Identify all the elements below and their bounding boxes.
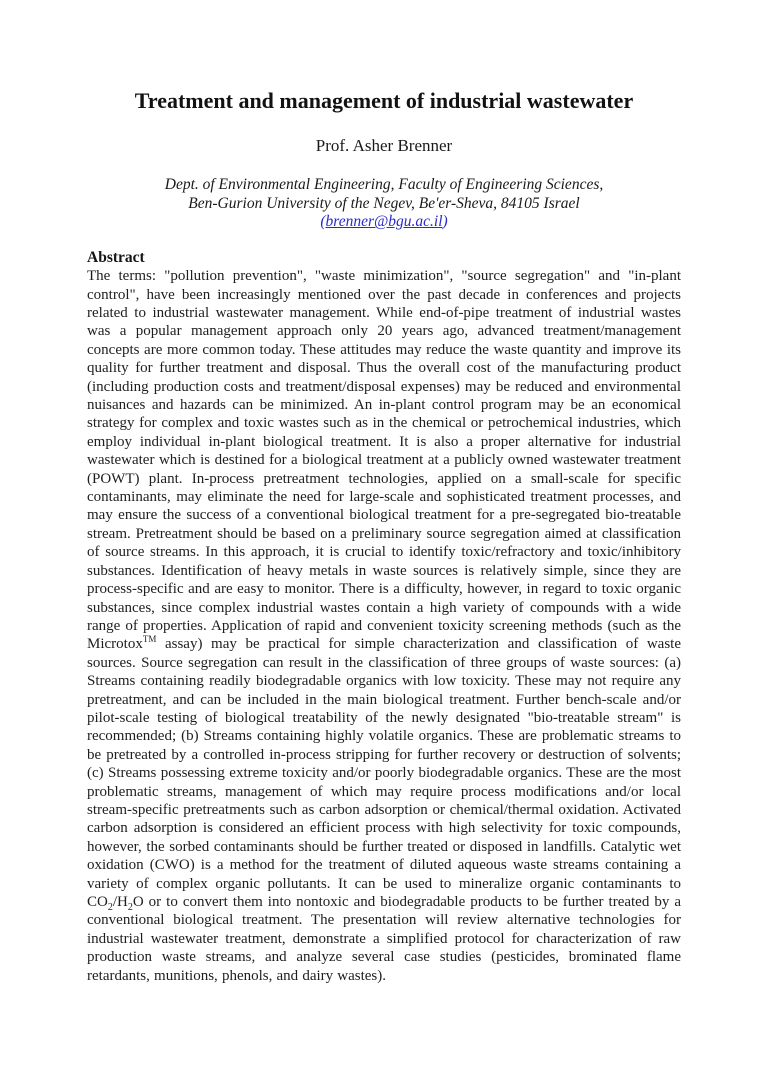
affiliation-line-1: Dept. of Environmental Engineering, Faculty of Engineering Sciences, — [164, 176, 604, 193]
author-name: Prof. Asher Brenner — [315, 136, 453, 155]
email-line — [0, 213, 768, 232]
affiliation-line-2: Ben-Gurion University of the Negev, Be'er-Sheva, 84105 Israel — [188, 194, 580, 212]
abstract-section — [87, 249, 681, 985]
affiliation-block — [0, 176, 768, 232]
abstract-body: The terms: "pollution prevention", "waste minimization", "source segregation" and "in-plant control", have been increasingly mentioned over the past decade in conferences and projects related to industrial wastewater management. While end-of-pipe treatment of industrial wastes was a popular management approach only 20 years ago, advanced treatment/management concepts are more common today. These attitudes may reduce the waste quantity and improve its quality for further treatment and disposal. Thus the overall cost of the manufacturing product (including production costs and treatment/disposal expenses) may be reduced and environmental nuisances and hazards can be minimized. An in-plant control program may be an economical strategy for complex and toxic wastes such as in the chemical or petrochemical industries, which employ individual in-plant biological treatment. It is also a proper alternative for industrial wastewater which is destined for a biological treatment at a publicly owned wastewater treatment (POWT) plant. In-process pretreatment technologies, applied on a small-scale for specific contaminants, may eliminate the need for large-scale and sophisticated treatment processes, and may ensure the success of a conventional biological treatment for a pre-segregated bio-treatable stream. Pretreatment should be based on a preliminary source segregation aimed at classification of source streams. In this approach, it is crucial to identify toxic/refractory and toxic/inhibitory substances. Identification of heavy metals in waste sources is relatively simple, since they are process-specific and are easy to monitor. There is a difficulty, however, in regard to toxic organic substances, since complex industrial wastes contain a high variety of compounds with a wide range of properties. Application of rapid and convenient toxicity screening methods (such as the Microtox™ assay) may be practical for simple characterization and classification of waste sources. Source segregation can result in the classification of three groups of waste sources: (a) Streams containing readily biodegradable organics with low toxicity. These may not require any pretreatment, and can be included in the main biological treatment. Further bench-scale and/or pilot-scale testing of biological treatability of the newly designated "bio-treatable stream" is recommended; (b) Streams containing highly volatile organics. These are problematic streams to be pretreated by a controlled in-process stripping for further recovery or destruction of solvents; (c) Streams possessing extreme toxicity and/or poorly biodegradable organics. These are the most problematic streams, management of which may require process modifications and/or local stream-specific pretreatments such as carbon adsorption or chemical/thermal oxidation. Activated carbon adsorption is considered an efficient process with high selectivity for toxic compounds, however, the sorbed contaminants should be further treated or disposed in landfills. Catalytic wet oxidation (CWO) is a method for the treatment of diluted aqueous waste streams containing a variety of complex organic pollutants. It can be used to mineralize organic contaminants to $CO_2/H_2O$ or to convert them into nontoxic and biodegradable products to be further treated by a conventional biological treatment. The presentation will review alternative technologies for industrial wastewater treatment, demonstrate a simplified protocol for characterization of raw production waste streams, and analyze several case studies (pesticides, brominated flame retardants, munitions, phenols, and dairy wastes). — [87, 268, 681, 984]
abstract-heading: Abstract — [87, 248, 145, 266]
email-paren-open: ( — [320, 213, 326, 231]
page-title: Treatment and management of industrial wastewater — [134, 88, 634, 113]
email-link[interactable]: brenner@bgu.ac.il — [325, 213, 443, 231]
email-paren-close: ) — [442, 213, 448, 231]
